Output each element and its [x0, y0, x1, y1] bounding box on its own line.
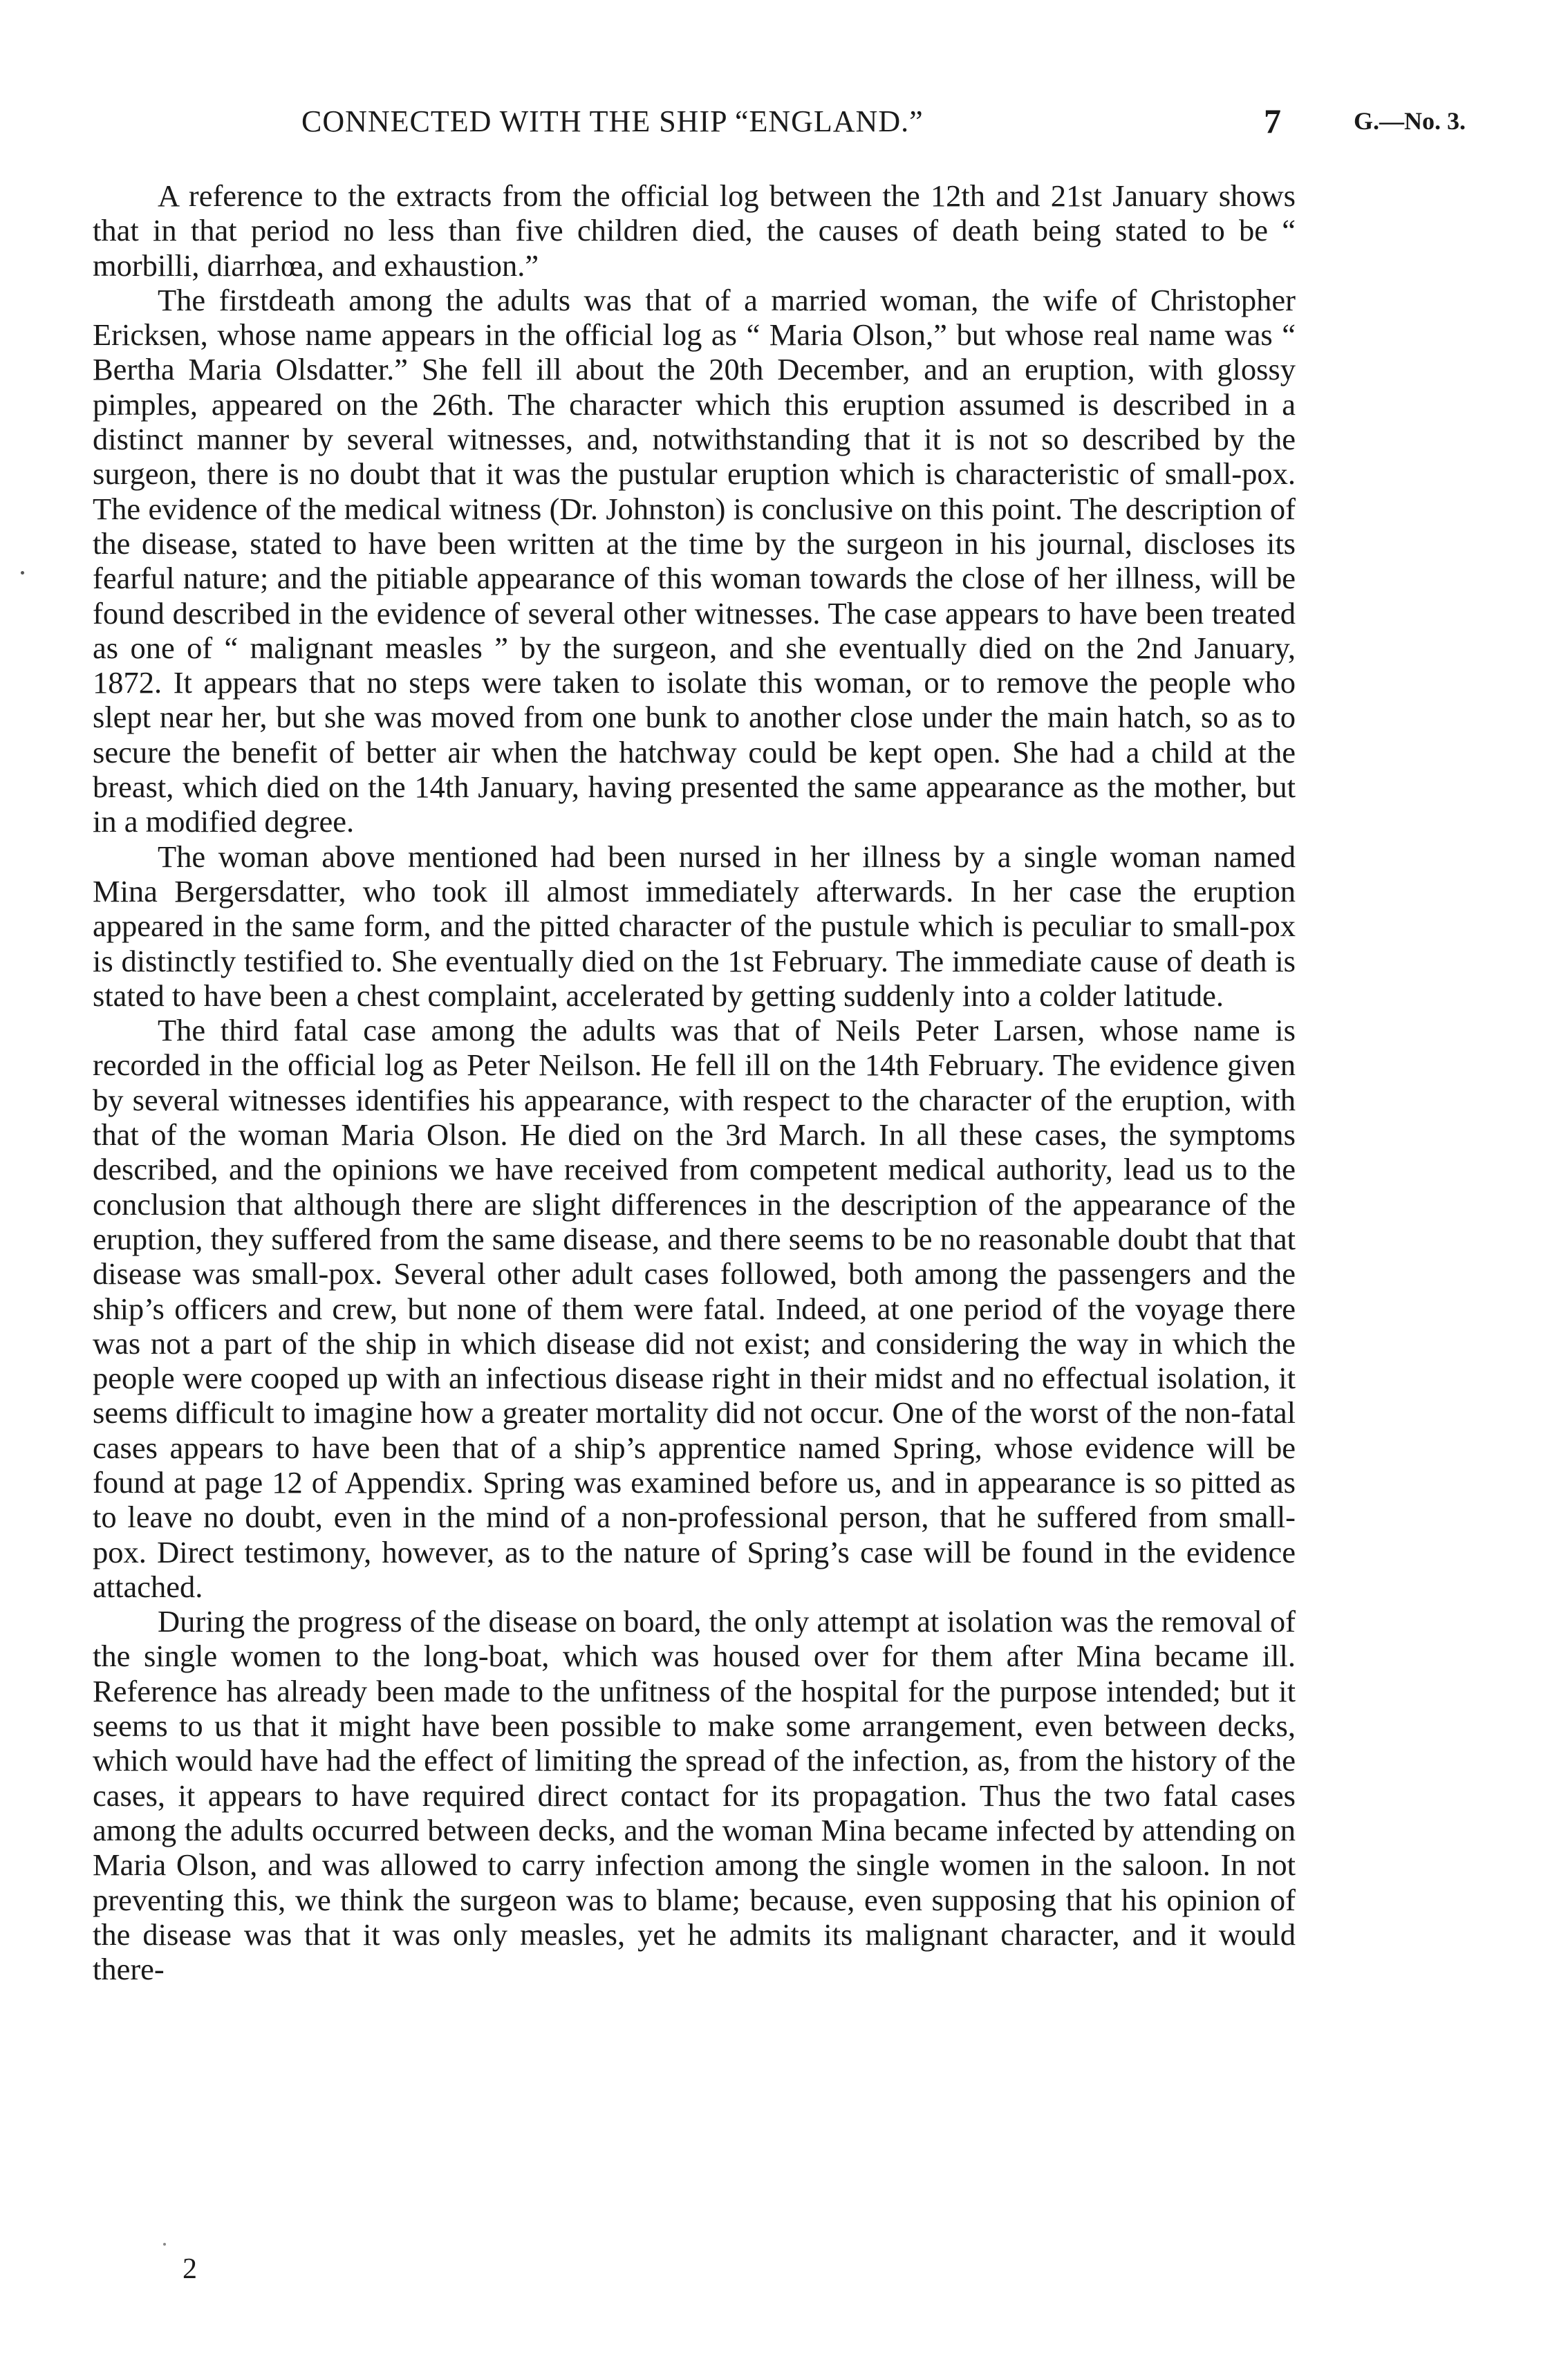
paragraph-3: The woman above mentioned had been nursed in her illness by a single woman named Mina Bergersdatter, who took ill almost immediately afterwards. In her case the eruption appeared in the same form, and the pitted character of the pustule which is peculiar to small-pox is distinctly testified to. She eventually died on the 1st February. The immediate cause of death is stated to have been a chest complaint, accelerated by getting suddenly into a colder latitude.	[93, 839, 1296, 1013]
paragraph-4: The third fatal case among the adults was that of Neils Peter Larsen, whose name is recorded in the official log as Peter Neilson. He fell ill on the 14th February. The evidence given by several witnesses identifies his appearance, with respect to the character of the eruption, with that of the woman Maria Olson. He died on the 3rd March. In all these cases, the symptoms described, and the opinions we have received from competent medical authority, lead us to the conclusion that although there are slight differences in the description of the appearance of the eruption, they suffered from the same disease, and there seems to be no reasonable doubt that that disease was small-pox. Several other adult cases followed, both among the passengers and the ship’s officers and crew, but none of them were fatal. Indeed, at one period of the voyage there was not a part of the ship in which disease did not exist; and considering the way in which the people were cooped up with an infectious disease right in their midst and no effectual isolation, it seems difficult to imagine how a greater mortality did not occur. One of the worst of the non-fatal cases appears to have been that of a ship’s apprentice named Spring, whose evidence will be found at page 12 of Appendix. Spring was examined before us, and in appearance is so pitted as to leave no doubt, even in the mind of a non-professional person, that he suffered from small-pox. Direct testimony, however, as to the nature of Spring’s case will be found in the evidence attached.	[93, 1013, 1296, 1604]
document-reference: G.—No. 3.	[1354, 107, 1466, 135]
margin-speck	[21, 571, 24, 575]
body-text	[93, 178, 1296, 1986]
page-number: 7	[1264, 102, 1281, 140]
signature-mark: 2	[183, 2253, 197, 2285]
paragraph-5: During the progress of the disease on board, the only attempt at isolation was the removal of the single women to the long-boat, which was housed over for them after Mina became ill. Reference has already been made to the unfitness of the hospital for the purpose intended; but it seems to us that it might have been possible to make some arrangement, even between decks, which would have had the effect of limiting the spread of the infection, as, from the history of the cases, it appears to have required direct contact for its propagation. Thus the two fatal cases among the adults occurred between decks, and the woman Mina became infected by attending on Maria Olson, and was allowed to carry infection among the single women in the saloon. In not preventing this, we think the surgeon was to blame; because, even supposing that his opinion of the disease was that it was only measles, yet he admits its malignant character, and it would there-	[93, 1604, 1296, 1987]
header-title: CONNECTED WITH THE SHIP “ENGLAND.”	[301, 104, 924, 138]
paragraph-2: The firstdeath among the adults was that of a married woman, the wife of Christopher Ericksen, whose name appears in the official log as “ Maria Olson,” but whose real name was “ Bertha Maria Olsdatter.” She fell ill about the 20th December, and an eruption, with glossy pimples, appeared on the 26th. The character which this eruption assumed is described in a distinct manner by several witnesses, and, notwithstanding that it is not so described by the surgeon, there is no doubt that it was the pustular eruption which is characteristic of small-pox. The evidence of the medical witness (Dr. Johnston) is conclusive on this point. The description of the disease, stated to have been written at the time by the surgeon in his journal, discloses its fearful nature; and the pitiable appearance of this woman towards the close of her illness, will be found described in the evidence of several other witnesses. The case appears to have been treated as one of “ malignant measles ” by the surgeon, and she eventually died on the 2nd January, 1872. It appears that no steps were taken to isolate this woman, or to remove the people who slept near her, but she was moved from one bunk to another close under the main hatch, so as to secure the benefit of better air when the hatchway could be kept open. She had a child at the breast, which died on the 14th January, having presented the same appearance as the mother, but in a modified degree.	[93, 282, 1296, 839]
footer-speck	[163, 2243, 166, 2246]
running-header	[0, 104, 1568, 152]
paragraph-1: A reference to the extracts from the official log between the 12th and 21st January shows that in that period no less than five children died, the causes of death being stated to be “ morbilli, diarrhœa, and exhaustion.”	[93, 178, 1296, 283]
